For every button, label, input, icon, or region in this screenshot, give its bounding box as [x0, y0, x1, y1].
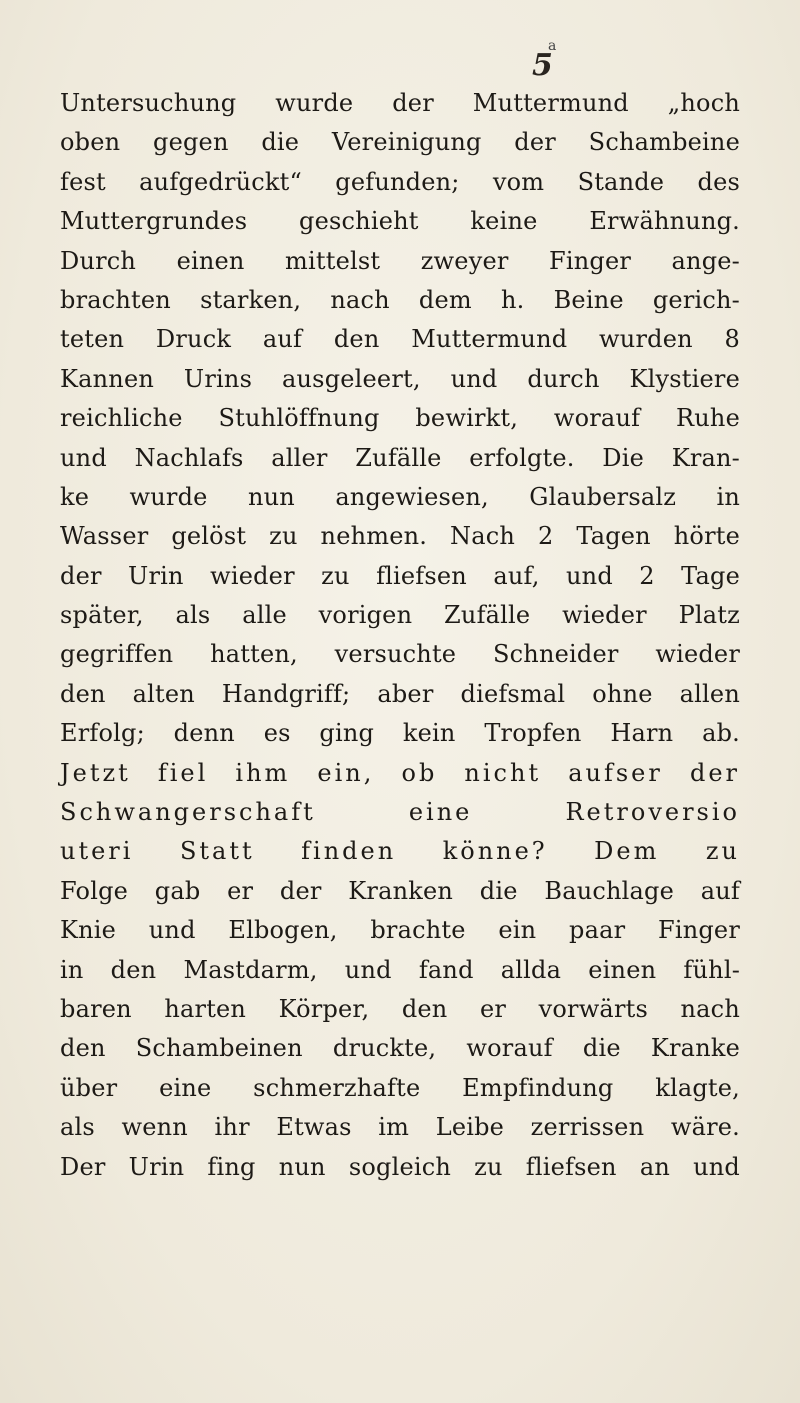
text-line: Schwangerschaft eine Retroversio [60, 798, 740, 827]
text-line: uteri Statt finden könne? Dem zu [60, 837, 740, 866]
text-line: über eine schmerzhafte Empfindung klagte, [60, 1073, 740, 1102]
text-line: Muttergrundes geschieht keine Erwähnung. [60, 207, 740, 236]
text-line: gegriffen hatten, versuchte Schneider wieder [60, 640, 740, 669]
body-text [60, 84, 740, 1187]
text-line: ke wurde nun angewiesen, Glaubersalz in [60, 482, 740, 511]
text-line: später, als alle vorigen Zufälle wieder Platz [60, 601, 740, 630]
text-line: Untersuchung wurde der Muttermund „hoch [60, 89, 740, 117]
text-line: fest aufgedrückt“ gefunden; vom Stande des [60, 167, 740, 196]
text-line: Der Urin fing nun sogleich zu fliefsen an und [60, 1152, 740, 1181]
text-line: Durch einen mittelst zweyer Finger ange- [60, 246, 740, 275]
text-line: Wasser gelöst zu nehmen. Nach 2 Tagen hörte [60, 522, 740, 551]
printer-mark: a [548, 38, 557, 54]
text-line: brachten starken, nach dem h. Beine gerich- [60, 285, 740, 314]
text-line: Folge gab er der Kranken die Bauchlage auf [60, 876, 740, 905]
text-line: oben gegen die Vereinigung der Schambeine [60, 128, 740, 157]
text-line: Kannen Urins ausgeleert, und durch Klystiere [60, 364, 740, 393]
text-line: Jetzt fiel ihm ein, ob nicht aufser der [60, 758, 740, 787]
text-line: den alten Handgriff; aber diefsmal ohne allen [60, 679, 740, 708]
text-line: den Schambeinen druckte, worauf die Kranke [60, 1034, 740, 1063]
text-line: Knie und Elbogen, brachte ein paar Finger [60, 916, 740, 945]
text-line: der Urin wieder zu fliefsen auf, und 2 Tage [60, 561, 740, 590]
text-line: reichliche Stuhlöffnung bewirkt, worauf Ruhe [60, 404, 740, 433]
text-line: teten Druck auf den Muttermund wurden 8 [60, 325, 740, 354]
text-line: in den Mastdarm, und fand allda einen fühl- [60, 955, 740, 984]
text-line: baren harten Körper, den er vorwärts nach [60, 994, 740, 1023]
page-number: 5 [532, 48, 553, 83]
text-line: Erfolg; denn es ging kein Tropfen Harn ab. [60, 719, 740, 748]
text-line: und Nachlafs aller Zufälle erfolgte. Die Kran- [60, 443, 740, 472]
text-line: als wenn ihr Etwas im Leibe zerrissen wäre. [60, 1113, 740, 1142]
